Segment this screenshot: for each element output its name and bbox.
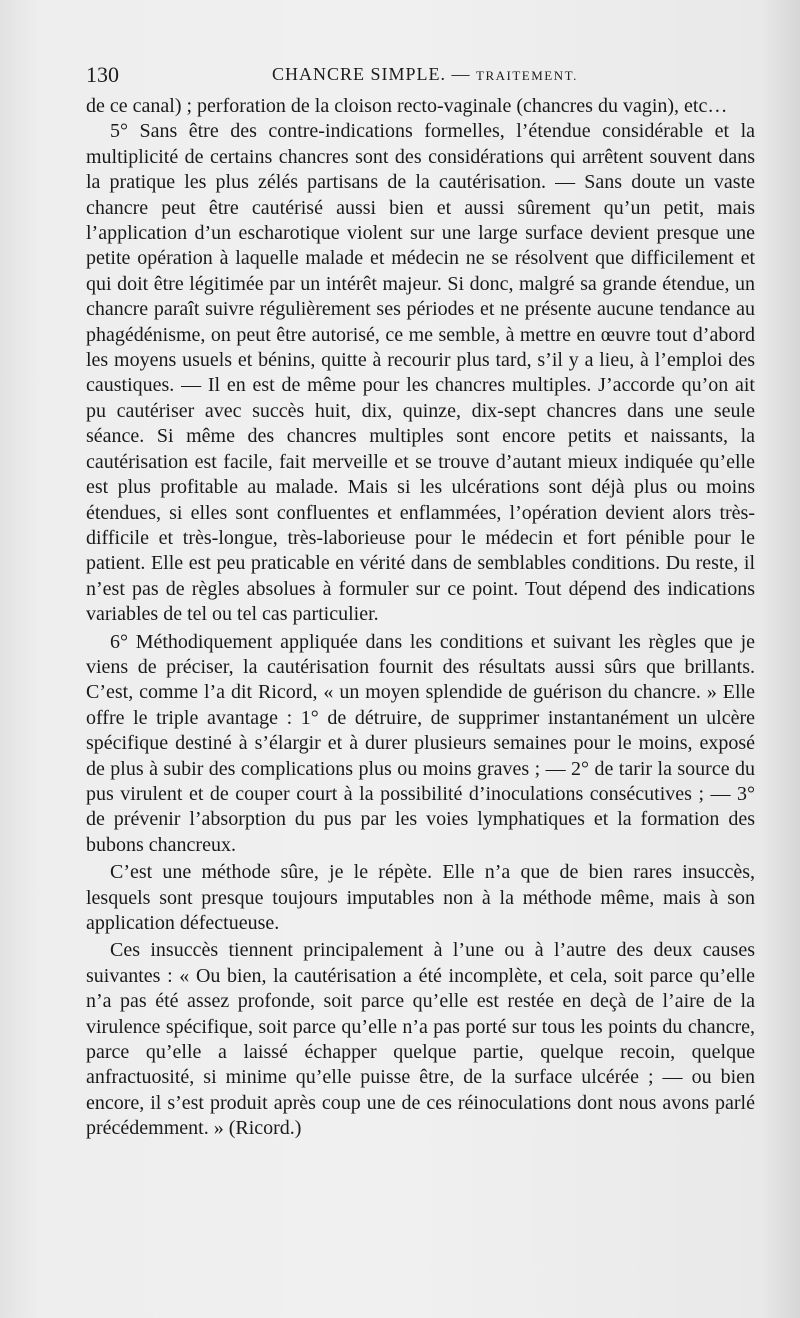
- page-body: [86, 94, 755, 1142]
- paragraph-insucces: Ces insuccès tiennent principalement à l’une ou à l’autre des deux causes suivantes : « Ou bien, la cautérisation a été incomplète, et cela, soit parce qu’elle n’a pas été assez profonde, soit parce qu’elle est restée en deçà de l’aire de la virulence spécifique, soit parce qu’elle n’a pas porté sur tous les points du chancre, parce qu’elle a laissé échapper quelque partie, quelque recoin, quelque anfractuosité, si minime qu’elle puisse être, de la surface ulcérée ; — ou bien encore, il s’est produit après coup une de ces réinoculations dont nous avons parlé précédemment. » (Ricord.): [86, 939, 755, 1140]
- paragraph-continuation: de ce canal) ; perforation de la cloison recto-vaginale (chancres du vagin), etc…: [86, 95, 728, 117]
- paragraph-methode-sure: C’est une méthode sûre, je le répète. Elle n’a que de bien rares insuccès, lesquels sont presque toujours imputables non à la méthode même, mais à son application défectueuse.: [86, 861, 755, 934]
- running-title-main: CHANCRE SIMPLE. —: [272, 64, 477, 84]
- page-number: 130: [86, 62, 119, 87]
- paragraph-point-6: 6° Méthodiquement appliquée dans les conditions et suivant les règles que je viens de préciser, la cautérisation fournit des résultats aussi sûrs que brillants. C’est, comme l’a dit Ricord, « un moyen splendide de guérison du chancre. » Elle offre le triple avantage : 1° de détruire, de supprimer instantanément un ulcère spécifique destiné à s’élargir et à durer plusieurs semaines pour le moins, exposé de plus à subir des complications plus ou moins graves ; — 2° de tarir la source du pus virulent et de couper court à la possibilité d’inoculations consécutives ; — 3° de prévenir l’absorption du pus par les voies lymphatiques et la formation des bubons chancreux.: [86, 630, 755, 856]
- page-header: [86, 62, 754, 86]
- running-title: [272, 64, 578, 85]
- running-title-section: TRAITEMENT.: [476, 68, 578, 83]
- paragraph-point-5: 5° Sans être des contre-indications formelles, l’étendue considérable et la multiplicité de certains chancres sont des considérations qui arrêtent souvent dans la pratique les plus zélés partisans de la cautérisation. — Sans doute un vaste chancre peut être cautérisé aussi bien et aussi sûrement qu’un petit, mais l’application d’un escharotique violent sur une large surface devient presque une petite opération à laquelle malade et médecin ne se résolvent que difficilement et qui doit être légitimée par un intérêt majeur. Si donc, malgré sa grande étendue, un chancre paraît suivre régulièrement ses périodes et ne présente aucune tendance au phagédénisme, on peut être autorisé, ce me semble, à mettre en œuvre tout d’abord les moyens usuels et bénins, quitte à recourir plus tard, s’il y a lieu, à l’emploi des caustiques. — Il en est de même pour les chancres multiples. J’accorde qu’on ait pu cautériser avec succès huit, dix, quinze, dix-sept chancres dans une seule séance. Si même des chancres multiples sont encore petits et naissants, la cautérisation est facile, fait merveille et se trouve d’autant mieux indiquée qu’elle est plus profitable au malade. Mais si les ulcérations sont déjà plus ou moins étendues, si elles sont confluentes et enflammées, l’opération devient alors très-difficile et très-longue, très-laborieuse pour le médecin et fort pénible pour le patient. Elle est peu praticable en vérité dans de semblables conditions. Du reste, il n’est pas de règles absolues à formuler sur ce point. Tout dépend des indications variables de tel ou tel cas particulier.: [86, 120, 755, 626]
